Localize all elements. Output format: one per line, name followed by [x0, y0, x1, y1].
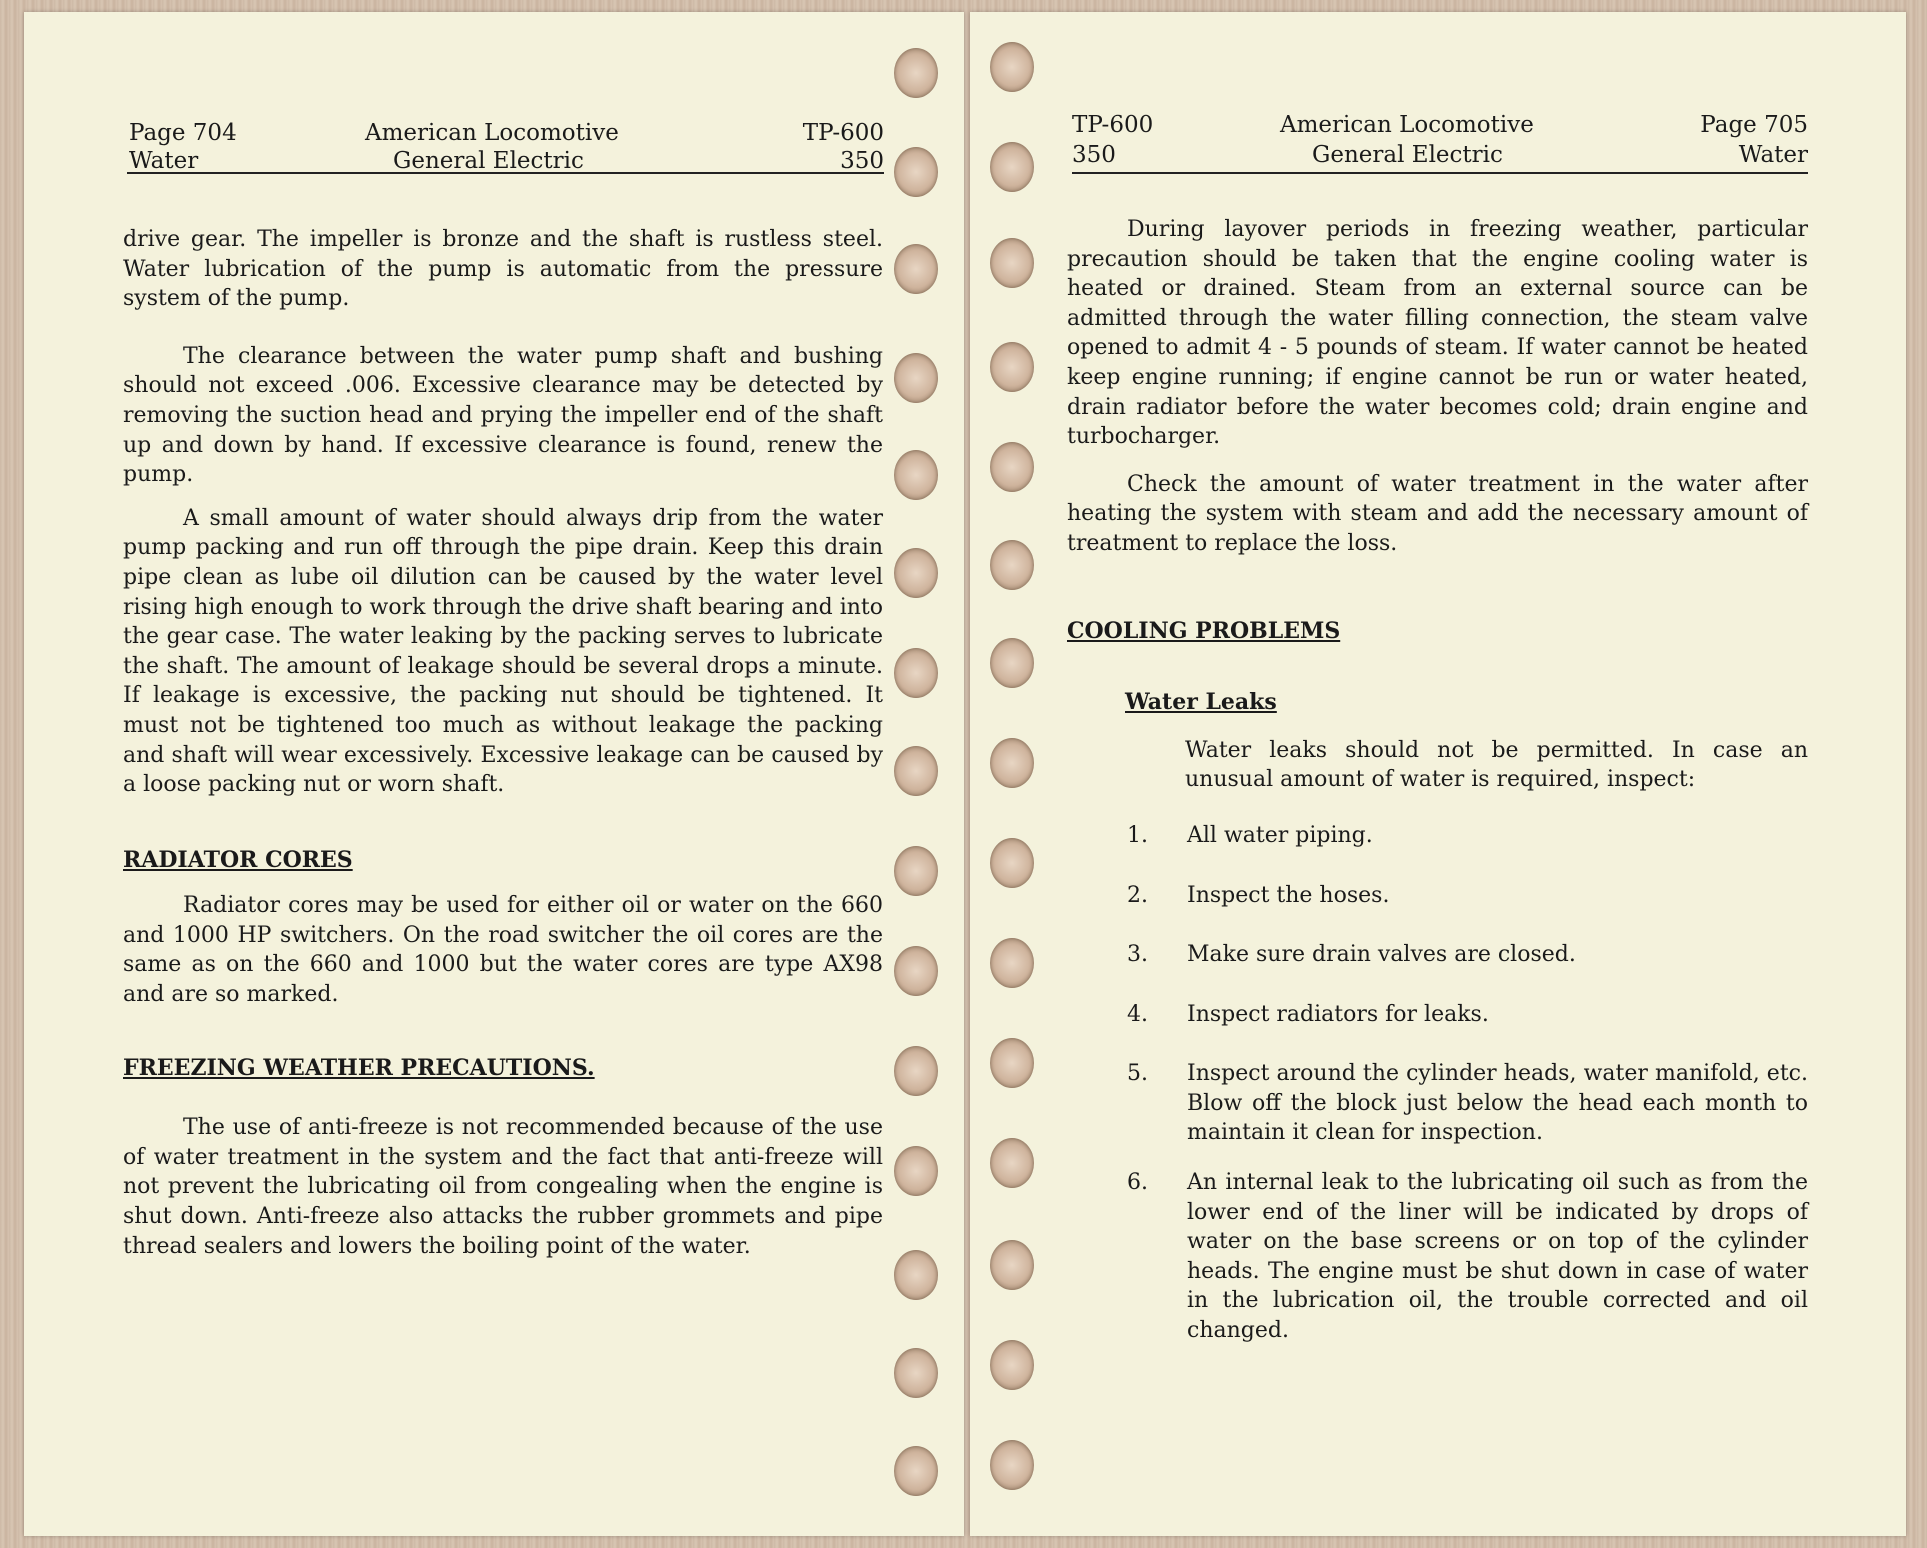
list-item	[1067, 1168, 1808, 1346]
binder-hole	[990, 938, 1034, 988]
list-number: 6.	[1127, 1170, 1148, 1196]
binder-hole	[990, 638, 1034, 688]
binder-hole	[894, 1446, 938, 1496]
inspection-list	[1067, 821, 1808, 1346]
section-heading: RADIATOR CORES	[123, 846, 353, 873]
binder-hole	[894, 1046, 938, 1096]
paragraph: The clearance between the water pump shaft and bushing should not exceed .006. Excessive clearance may be detected by removing the suction head and prying the impeller end of the shaft up and down by hand. If excessive clearance is found, renew the pump.	[123, 343, 883, 488]
header-code: TP-600	[802, 120, 884, 146]
binder-hole	[990, 1038, 1034, 1088]
list-item	[1067, 1000, 1808, 1030]
paragraph: drive gear. The impeller is bronze and the shaft is rustless steel. Water lubrication of the pump is automatic from the pressure system of the pump.	[123, 227, 883, 312]
list-number: 2.	[1127, 882, 1148, 908]
binder-hole	[990, 1440, 1034, 1490]
paragraph: The use of anti-freeze is not recommended because of the use of water treatment in the system and the fact that anti-freeze will not prevent the lubricating oil from congealing when the engine is shut down. Anti-freeze also attacks the rubber grommets and pipe thread sealers and lowers the boiling point of the water.	[123, 1115, 883, 1259]
header-section: Water	[129, 148, 199, 174]
binder-hole	[894, 450, 938, 500]
binder-hole	[990, 838, 1034, 888]
header-section: Water	[1738, 142, 1808, 168]
left-page-header	[127, 110, 884, 174]
paragraph: A small amount of water should always drip from the water pump packing and run off through the pipe drain. Keep this drain pipe clean as lube oil dilution can be caused by the water level rising high enough to work through the drive shaft bearing and into the gear case. The water leaking by the packing serves to lubricate the shaft. The amount of leakage should be several drops a minute. If leakage is excessive, the packing nut should be tightened. It must not be tightened too much as without leakage the packing and shaft will wear excessively. Excessive leakage can be caused by a loose packing nut or worn shaft.	[123, 505, 883, 798]
binder-hole	[894, 353, 938, 403]
binder-hole	[990, 238, 1034, 288]
section-heading: FREEZING WEATHER PRECAUTIONS.	[123, 1054, 595, 1081]
header-subtitle: General Electric	[393, 148, 584, 174]
binder-hole	[894, 846, 938, 896]
header-number: 350	[1072, 142, 1116, 168]
list-text: Inspect the hoses.	[1187, 882, 1390, 908]
list-item	[1067, 1059, 1808, 1148]
list-number: 4.	[1127, 1001, 1148, 1027]
header-code: TP-600	[1072, 112, 1154, 138]
header-title: American Locomotive	[365, 120, 619, 146]
binder-hole	[894, 946, 938, 996]
binder-hole	[894, 548, 938, 598]
binder-hole	[990, 1240, 1034, 1290]
paragraph: During layover periods in freezing weather, particular precaution should be taken that the engine cooling water is heated or drained. Steam from an external source can be admitted through the water filling connection, the steam valve opened to admit 4 - 5 pounds of steam. If water cannot be heated keep engine running; if engine cannot be run or water heated, drain radiator before the water becomes cold; drain engine and turbocharger.	[1067, 217, 1808, 450]
binder-hole	[990, 540, 1034, 590]
binder-hole	[990, 42, 1034, 92]
paragraph: Check the amount of water treatment in the water after heating the system with steam and add the necessary amount of treatment to replace the loss.	[1067, 471, 1808, 556]
binder-hole	[894, 1250, 938, 1300]
binder-hole	[894, 648, 938, 698]
binder-hole	[990, 342, 1034, 392]
binder-hole	[894, 746, 938, 796]
header-subtitle: General Electric	[1312, 142, 1503, 168]
list-number: 3.	[1127, 942, 1148, 968]
list-item	[1067, 940, 1808, 970]
subsection-heading: Water Leaks	[1125, 689, 1277, 716]
list-text: An internal leak to the lubricating oil such as from the lower end of the liner will be indicated by drops of water on the base screens or on top of the cylinder heads. The engine must be shut down in case of water in the lubrication oil, the trouble corrected and oil changed.	[1187, 1170, 1808, 1344]
paragraph: Radiator cores may be used for either oil or water on the 660 and 1000 HP switchers. On the road switcher the oil cores are the same as on the 660 and 1000 but the water cores are type AX98 and are so marked.	[123, 893, 883, 1008]
left-page-body	[123, 225, 883, 1261]
binder-hole	[990, 142, 1034, 192]
binder-hole	[990, 442, 1034, 492]
right-page-header	[1072, 110, 1808, 174]
binder-hole	[894, 48, 938, 98]
list-item	[1067, 881, 1808, 911]
right-page	[970, 12, 1906, 1536]
header-title: American Locomotive	[1280, 112, 1534, 138]
binder-hole	[894, 1348, 938, 1398]
paragraph: Water leaks should not be permitted. In case an unusual amount of water is required, inspect:	[1185, 737, 1808, 793]
section-heading: COOLING PROBLEMS	[1067, 617, 1341, 644]
list-text: Make sure drain valves are closed.	[1187, 942, 1576, 968]
binder-hole	[990, 738, 1034, 788]
list-item	[1067, 821, 1808, 851]
right-page-body	[1067, 215, 1808, 1346]
binder-hole	[894, 244, 938, 294]
list-number: 1.	[1127, 822, 1148, 848]
binder-hole	[990, 1340, 1034, 1390]
page-number: Page 705	[1700, 112, 1808, 138]
binder-hole	[990, 1138, 1034, 1188]
list-text: All water piping.	[1187, 822, 1373, 848]
list-text: Inspect radiators for leaks.	[1187, 1001, 1489, 1027]
binder-hole	[894, 147, 938, 197]
page-number: Page 704	[129, 120, 237, 146]
header-number: 350	[840, 148, 884, 174]
list-text: Inspect around the cylinder heads, water manifold, etc. Blow off the block just below the head each month to maintain it clean for inspection.	[1187, 1061, 1808, 1146]
binder-hole	[894, 1146, 938, 1196]
left-page	[24, 12, 964, 1536]
list-number: 5.	[1127, 1061, 1148, 1087]
